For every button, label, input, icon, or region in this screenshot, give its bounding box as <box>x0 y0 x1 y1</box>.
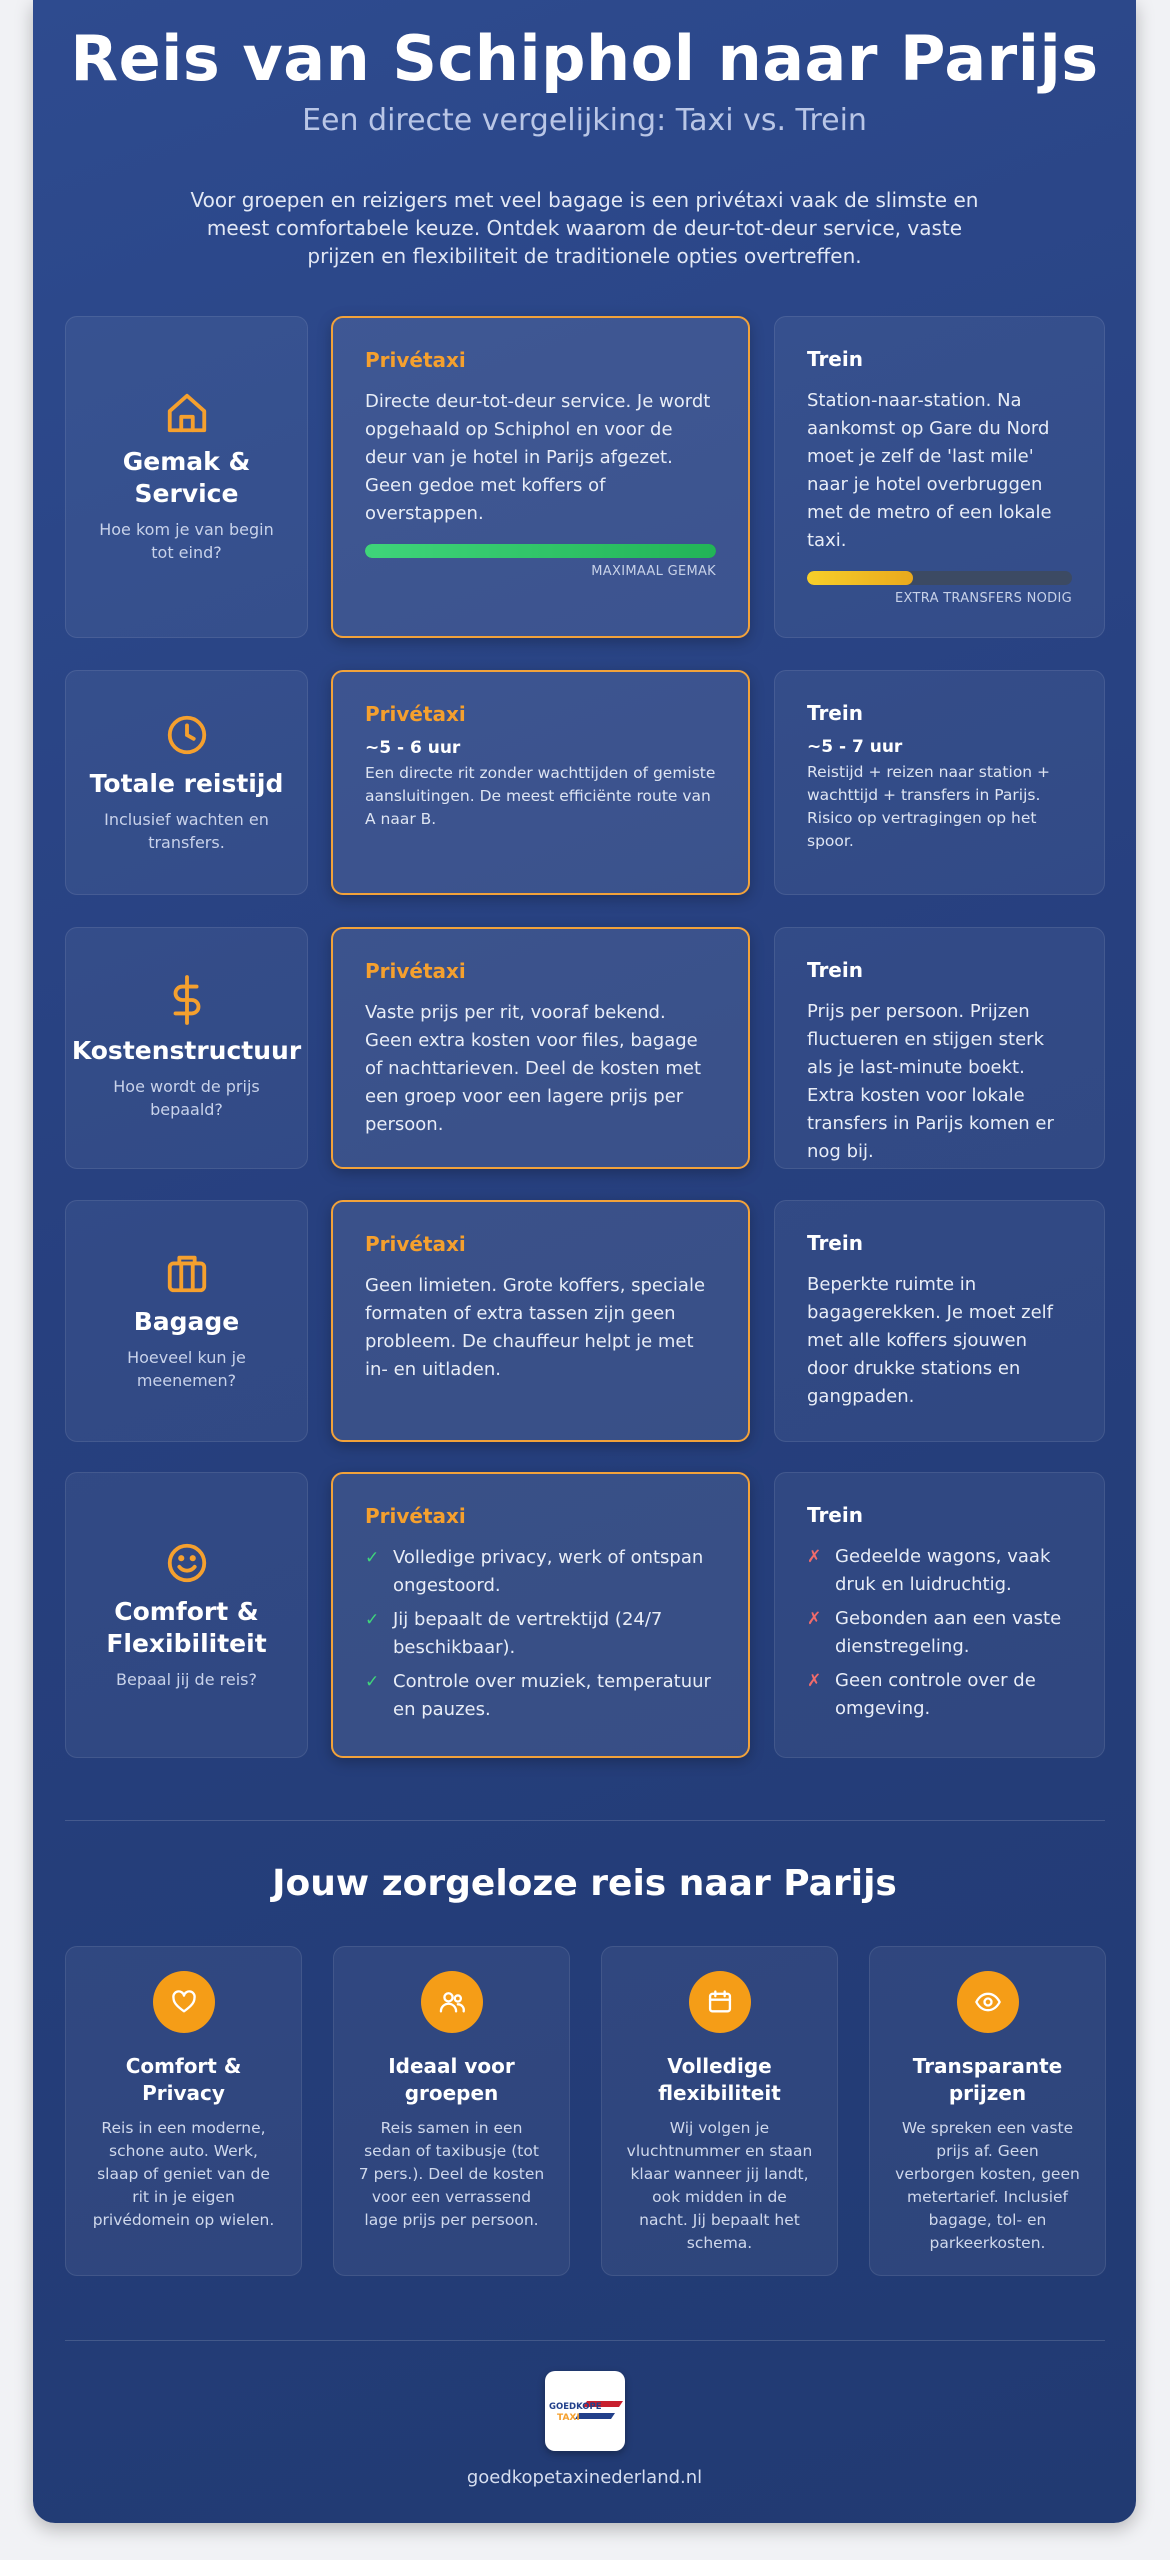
train-duration: ~5 - 7 uur <box>807 737 903 757</box>
feature-icon-circle <box>421 1971 483 2033</box>
taxi-label: Privétaxi <box>365 1504 466 1528</box>
check-icon: ✓ <box>365 1672 380 1692</box>
category-title: Bagage <box>133 1307 240 1336</box>
train-label: Trein <box>807 958 863 982</box>
list-item: ✓ Controle over muziek, temperatuur en pauzes. <box>365 1668 716 1724</box>
intro-text: Voor groepen en reizigers met veel bagage is een privétaxi vaak de slimste en meest comfortabele keuze. Ontdek waarom de deur-tot-deur service, vaste prijzen en flexibiliteit de traditionele opties overtreffen. <box>190 188 979 268</box>
bar-caption: MAXIMAAL GEMAK <box>591 564 716 579</box>
transfers-bar <box>807 571 1072 585</box>
category-cost <box>65 927 308 1169</box>
convenience-bar-fill <box>365 544 716 558</box>
train-label: Trein <box>807 1231 863 1255</box>
taxi-label: Privétaxi <box>365 959 466 983</box>
taxi-label: Privétaxi <box>365 1232 466 1256</box>
taxi-label: Privétaxi <box>365 702 466 726</box>
train-description: Reistijd + reizen naar station + wachttijd + transfers in Parijs. Risico op vertragingen op het spoor. <box>807 763 1051 850</box>
taxi-description: Een directe rit zonder wachttijden of gemiste aansluitingen. De meest efficiënte route van A naar B. <box>365 764 716 828</box>
taxi-label: Privétaxi <box>365 348 466 372</box>
page-title: Reis van Schiphol naar Parijs <box>70 22 1099 95</box>
category-subtitle: Inclusief wachten en transfers. <box>104 809 269 852</box>
feature-text: We spreken een vaste prijs af. Geen verborgen kosten, geen metertarief. Inclusief bagage, tol- en parkeerkosten. <box>895 2119 1080 2252</box>
train-option-luggage <box>774 1200 1105 1442</box>
list-item: ✓ Volledige privacy, werk of ontspan ongestoord. <box>365 1544 716 1600</box>
feature-title: Transparante prijzen <box>912 2054 1063 2105</box>
train-label: Trein <box>807 701 863 725</box>
feature-icon-circle <box>689 1971 751 2033</box>
smile-icon <box>164 1540 210 1586</box>
heart-icon <box>170 1988 198 2016</box>
cross-icon: ✗ <box>807 1547 822 1567</box>
category-subtitle: Hoe wordt de prijs bepaald? <box>113 1077 260 1119</box>
dollar-icon <box>164 975 210 1025</box>
check-icon: ✓ <box>365 1548 380 1568</box>
feature-text: Reis samen in een sedan of taxibusje (tot 7 pers.). Deel de kosten voor een verrassend lage prijs per persoon. <box>358 2119 545 2229</box>
website-link[interactable]: goedkopetaxinederland.nl <box>466 2467 703 2488</box>
convenience-bar <box>365 544 716 558</box>
feature-icon-circle <box>957 1971 1019 2033</box>
svg-text:GOEDKOPE: GOEDKOPE <box>549 2402 602 2412</box>
taxi-duration: ~5 - 6 uur <box>365 738 461 758</box>
taxi-option-comfort <box>331 1472 750 1758</box>
company-logo[interactable] <box>545 2371 625 2451</box>
train-description: Beperkte ruimte in bagagerekken. Je moet zelf met alle koffers sjouwen door drukke stations en gangpaden. <box>807 1274 1053 1407</box>
category-title: Gemak & Service <box>122 447 251 508</box>
taxi-option-luggage <box>331 1200 750 1442</box>
taxi-description: Geen limieten. Grote koffers, speciale formaten of extra tassen zijn geen probleem. De chauffeur helpt je met in- en uitladen. <box>365 1275 706 1380</box>
calendar-icon <box>706 1988 734 2016</box>
svg-text:TAXI: TAXI <box>557 2413 580 2423</box>
train-option-comfort <box>774 1472 1105 1758</box>
feature-icon-circle <box>153 1971 215 2033</box>
cross-icon: ✗ <box>807 1671 822 1691</box>
train-label: Trein <box>807 1503 863 1527</box>
eye-icon <box>974 1988 1002 2016</box>
feature-card-flexibility <box>601 1946 838 2276</box>
train-option-convenience <box>774 316 1105 638</box>
feature-card-pricing <box>869 1946 1106 2276</box>
taxi-option-convenience <box>331 316 750 638</box>
taxi-description: Vaste prijs per rit, vooraf bekend. Geen extra kosten voor files, bagage of nachttarieven. Deel de kosten met een groep voor een lagere prijs per persoon. <box>365 1002 702 1135</box>
transfers-bar-fill <box>807 571 913 585</box>
category-subtitle: Hoeveel kun je meenemen? <box>127 1348 246 1390</box>
feature-title: Volledige flexibiliteit <box>658 2054 781 2105</box>
users-icon <box>438 1988 466 2016</box>
list-item: ✗ Geen controle over de omgeving. <box>807 1667 1072 1723</box>
home-icon <box>164 390 210 436</box>
briefcase-icon <box>164 1250 210 1296</box>
taxi-benefits-list <box>365 1544 716 1724</box>
taxi-logo-icon <box>547 2391 623 2431</box>
page-subtitle: Een directe vergelijking: Taxi vs. Trein <box>302 103 867 138</box>
list-item: ✗ Gedeelde wagons, vaak druk en luidruchtig. <box>807 1543 1072 1599</box>
category-title: Comfort & Flexibiliteit <box>106 1596 267 1658</box>
category-luggage <box>65 1200 308 1442</box>
category-title: Kostenstructuur <box>71 1036 302 1065</box>
taxi-option-travel-time <box>331 670 750 895</box>
bar-caption: EXTRA TRANSFERS NODIG <box>895 591 1072 606</box>
train-label: Trein <box>807 347 863 371</box>
section-title: Jouw zorgeloze reis naar Parijs <box>272 1863 897 1904</box>
taxi-description: Directe deur-tot-deur service. Je wordt opgehaald op Schiphol en voor de deur van je hotel in Parijs afgezet. Geen gedoe met koffers of overstappen. <box>365 391 711 524</box>
cross-icon: ✗ <box>807 1609 822 1629</box>
feature-text: Reis in een moderne, schone auto. Werk, slaap of geniet van de rit in je eigen privédomein op wielen. <box>92 2119 275 2229</box>
category-convenience <box>65 316 308 638</box>
category-comfort <box>65 1472 308 1758</box>
check-icon: ✓ <box>365 1610 380 1630</box>
footer-divider <box>65 2340 1105 2341</box>
feature-title: Ideaal voor groepen <box>388 2054 515 2105</box>
train-drawbacks-list <box>807 1543 1072 1723</box>
infographic-card <box>33 0 1136 2523</box>
feature-card-groups <box>333 1946 570 2276</box>
clock-icon <box>164 712 210 758</box>
taxi-option-cost <box>331 927 750 1169</box>
train-description: Station-naar-station. Na aankomst op Gare du Nord moet je zelf de 'last mile' naar je hotel overbruggen met de metro of een lokale taxi. <box>807 390 1052 551</box>
feature-text: Wij volgen je vluchtnummer en staan klaar wanneer jij landt, ook midden in de nacht. Jij bepaalt het schema. <box>626 2119 813 2252</box>
feature-card-comfort <box>65 1946 302 2276</box>
list-item: ✗ Gebonden aan een vaste dienstregeling. <box>807 1605 1072 1661</box>
list-item: ✓ Jij bepaalt de vertrektijd (24/7 beschikbaar). <box>365 1606 716 1662</box>
category-subtitle: Bepaal jij de reis? <box>116 1669 257 1689</box>
category-subtitle: Hoe kom je van begin tot eind? <box>99 520 274 562</box>
train-option-travel-time <box>774 670 1105 895</box>
category-travel-time <box>65 670 308 895</box>
category-title: Totale reistijd <box>89 768 284 798</box>
train-option-cost <box>774 927 1105 1169</box>
feature-title: Comfort & Privacy <box>125 2054 242 2105</box>
section-divider <box>65 1820 1105 1821</box>
train-description: Prijs per persoon. Prijzen fluctueren en stijgen sterk als je last-minute boekt. Extra kosten voor lokale transfers in Parijs komen er nog bij. <box>807 1001 1054 1162</box>
